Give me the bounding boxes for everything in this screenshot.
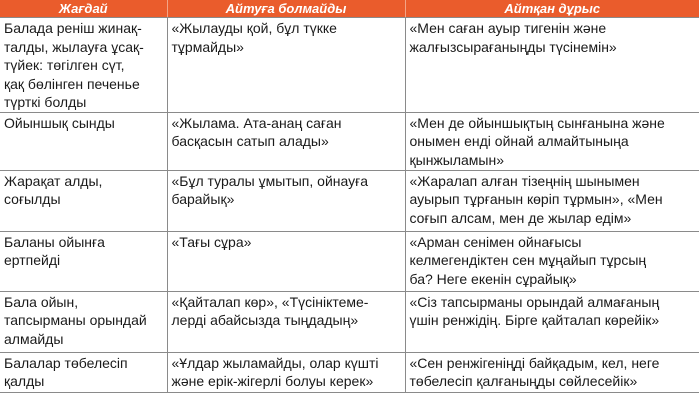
cell-say: «Сіз тапсырманы орындай алмағаның үшін ренжідің. Бірге қайталап көрейік» [405, 291, 699, 352]
cell-dont-say: «Бұл туралы ұмытып, ойнауға барайық» [167, 170, 405, 231]
table-row [0, 18, 699, 113]
table-row [0, 170, 699, 231]
header-situation: Жағдай [0, 0, 167, 18]
cell-dont-say: «Ұлдар жыламайды, олар күшті және ерік-жігерлі болуы керек» [167, 352, 405, 392]
cell-situation: Баланы ойынға ертпейді [0, 231, 167, 291]
cell-say: «Мен саған ауыр тигенін және жалғызсырағаныңды түсінемін» [405, 18, 699, 113]
cell-say: «Жаралап алған тізеңнің шынымен ауырып тұрғанын көріп тұрмын», «Мен соғып алсам, мен де жылар едім» [405, 170, 699, 231]
cell-situation: Бала ойын, тапсырманы орындай алмайды [0, 291, 167, 352]
cell-say: «Сен ренжігеніңді байқадым, кел, неге төбелесіп қалғаныңды сөйлесейік» [405, 352, 699, 392]
cell-situation: Ойыншық сынды [0, 112, 167, 170]
table-row [0, 291, 699, 352]
cell-dont-say: «Тағы сұра» [167, 231, 405, 291]
cell-situation: Балалар төбелесіп қалды [0, 352, 167, 392]
cell-situation: Балада реніш жинақ- талды, жылауға ұсақ- түйек: төгілген сүт, қақ бөлінген печенье түрткі болды [0, 18, 167, 113]
table-header-row [0, 0, 699, 18]
cell-say: «Арман сенімен ойнағысы келмегендіктен сен мұңайып тұрсың ба? Неге екенін сұрайық» [405, 231, 699, 291]
cell-say: «Мен де ойыншықтың сынғанына және онымен енді ойнай алмайтыныңа қынжыламын» [405, 112, 699, 170]
cell-situation: Жарақат алды, соғылды [0, 170, 167, 231]
table-row [0, 112, 699, 170]
table-row [0, 352, 699, 392]
cell-dont-say: «Жылама. Ата-анаң саған басқасын сатып алады» [167, 112, 405, 170]
cell-dont-say: «Қайталап көр», «Түсініктеме- лерді абайсызда тыңдадың» [167, 291, 405, 352]
cell-dont-say: «Жылауды қой, бұл түкке тұрмайды» [167, 18, 405, 113]
header-dont-say: Айтуға болмайды [167, 0, 405, 18]
table-row [0, 231, 699, 291]
header-say: Айтқан дұрыс [405, 0, 699, 18]
